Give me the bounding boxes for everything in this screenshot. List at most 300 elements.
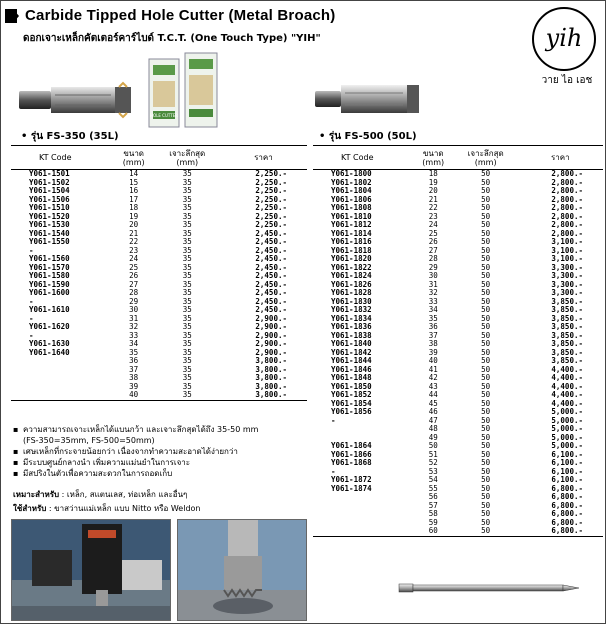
cell-price: 5,000.- bbox=[551, 432, 583, 442]
cell-depth: 50 bbox=[481, 288, 491, 297]
col-header-price: ราคา bbox=[220, 146, 307, 170]
cell-kt-code: - bbox=[331, 466, 336, 476]
cell-depth: 50 bbox=[481, 194, 491, 204]
cell-kt-code: Y061-1854 bbox=[331, 398, 372, 408]
cell-kt-code bbox=[11, 383, 113, 392]
cell-depth: 35 bbox=[182, 237, 192, 246]
cell-size: 46 bbox=[428, 407, 438, 416]
cell-depth: 50 bbox=[481, 466, 491, 476]
cell-kt-code: Y061-1866 bbox=[331, 449, 372, 459]
cell-size: 37 bbox=[428, 330, 438, 340]
feature-note: ▪ เศษเหล็กที่กระจายน้อยกว่า เนื่องจากทำความสะอาดได้ง่ายกว่า bbox=[11, 446, 307, 457]
cell-kt-code: Y061-1520 bbox=[29, 211, 70, 221]
feature-note: ▪ มีระบบศูนย์กลางนำ เพิ่มความแม่นยำในการเจาะ bbox=[11, 457, 307, 468]
cell-size: 22 bbox=[428, 203, 438, 212]
cell-price: 2,800.- bbox=[551, 228, 583, 238]
cell-size: 18 bbox=[129, 203, 139, 212]
cell-size: 42 bbox=[428, 373, 438, 382]
cell-price: 2,450.- bbox=[255, 305, 287, 314]
cell-price: 6,100.- bbox=[551, 475, 583, 484]
col-header-size: ขนาด (mm) bbox=[113, 146, 155, 170]
cell-price: 6,100.- bbox=[551, 449, 583, 459]
cell-size: 23 bbox=[428, 211, 438, 221]
feature-notes bbox=[11, 424, 307, 479]
cell-price: 3,300.- bbox=[551, 262, 583, 272]
cell-depth: 50 bbox=[481, 177, 491, 187]
cell-kt-code bbox=[11, 391, 113, 400]
cell-depth: 50 bbox=[481, 475, 491, 484]
cell-kt-code bbox=[11, 357, 113, 366]
cell-kt-code: Y061-1560 bbox=[29, 254, 70, 263]
cell-size: 29 bbox=[129, 296, 139, 306]
cell-price: 2,250.- bbox=[255, 203, 287, 212]
brand-logo-caption: วาย ไอ เอช bbox=[541, 75, 593, 86]
cell-size: 33 bbox=[428, 296, 438, 306]
cell-price: 2,250.- bbox=[255, 169, 287, 178]
cell-price: 3,850.- bbox=[551, 296, 583, 306]
cell-kt-code: Y061-1812 bbox=[331, 220, 372, 229]
right-section-label: • รุ่น FS-500 (50L) bbox=[319, 131, 417, 142]
cell-kt-code: Y061-1800 bbox=[331, 169, 372, 178]
cell-kt-code: Y061-1501 bbox=[29, 169, 70, 178]
cell-depth: 35 bbox=[182, 211, 192, 221]
cell-size: 31 bbox=[428, 279, 438, 289]
cell-price: 2,900.- bbox=[255, 339, 287, 348]
cell-price: 5,000.- bbox=[551, 424, 583, 433]
cell-size: 54 bbox=[428, 475, 438, 484]
cell-depth: 35 bbox=[182, 279, 192, 289]
cell-size: 17 bbox=[129, 194, 139, 204]
cell-size: 16 bbox=[129, 186, 139, 195]
cell-price: 4,400.- bbox=[551, 364, 583, 374]
cell-price: 3,100.- bbox=[551, 245, 583, 255]
cell-price: 2,900.- bbox=[255, 322, 287, 331]
cell-depth: 35 bbox=[182, 373, 192, 382]
cell-size: 40 bbox=[428, 356, 438, 365]
fs350-spec-table bbox=[11, 145, 307, 401]
cell-price: 2,800.- bbox=[551, 177, 583, 187]
cell-price: 3,300.- bbox=[551, 288, 583, 297]
cell-depth: 35 bbox=[182, 322, 192, 331]
cell-depth: 50 bbox=[481, 415, 491, 425]
usage-use-with-label: ใช้สำหรับ bbox=[13, 504, 47, 513]
cutter-drilling-photo bbox=[177, 519, 307, 621]
cell-kt-code: Y061-1504 bbox=[29, 186, 70, 195]
cell-size: 44 bbox=[428, 390, 438, 399]
cell-price: 2,800.- bbox=[551, 211, 583, 221]
cell-price: 3,850.- bbox=[551, 305, 583, 314]
cell-price: 6,100.- bbox=[551, 466, 583, 476]
cell-kt-code bbox=[11, 366, 113, 375]
feature-note: (FS-350=35mm, FS-500=50mm) bbox=[23, 436, 155, 445]
cell-size: 25 bbox=[129, 262, 139, 272]
cell-price: 3,800.- bbox=[255, 364, 287, 374]
cell-price: 3,800.- bbox=[255, 356, 287, 365]
cell-size: 19 bbox=[129, 211, 139, 221]
cell-price: 5,000.- bbox=[551, 415, 583, 425]
cell-price: 2,450.- bbox=[255, 237, 287, 246]
cell-price: 6,800.- bbox=[518, 527, 603, 536]
cell-size: 26 bbox=[129, 271, 139, 280]
cell-kt-code: Y061-1834 bbox=[331, 313, 372, 323]
cell-depth: 35 bbox=[182, 186, 192, 195]
cell-price: 2,250.- bbox=[255, 177, 287, 187]
cell-kt-code bbox=[313, 519, 413, 528]
cell-depth: 35 bbox=[182, 194, 192, 204]
cell-price: 3,850.- bbox=[551, 313, 583, 323]
cell-depth: 35 bbox=[182, 313, 192, 323]
cell-size: 22 bbox=[129, 237, 139, 246]
cell-price: 2,450.- bbox=[255, 262, 287, 272]
box-label-left: HOLE CUTTER bbox=[149, 113, 179, 118]
cell-size: 32 bbox=[428, 288, 438, 297]
page-title: Carbide Tipped Hole Cutter (Metal Broach) bbox=[25, 7, 336, 24]
cell-kt-code: Y061-1864 bbox=[331, 441, 372, 450]
cell-depth: 35 bbox=[182, 254, 192, 263]
usage-suitable-label: เหมาะสำหรับ bbox=[13, 490, 60, 499]
cell-kt-code: Y061-1550 bbox=[29, 237, 70, 246]
cell-kt-code: - bbox=[29, 313, 34, 323]
cell-depth: 35 bbox=[182, 381, 192, 391]
usage-suitable bbox=[13, 489, 187, 500]
cell-price: 5,000.- bbox=[551, 441, 583, 450]
cell-kt-code: Y061-1838 bbox=[331, 330, 372, 340]
cell-price: 6,800.- bbox=[551, 509, 583, 518]
cell-kt-code bbox=[313, 425, 413, 434]
cell-kt-code: Y061-1590 bbox=[29, 279, 70, 289]
cell-kt-code: Y061-1820 bbox=[331, 254, 372, 263]
cell-price: 2,250.- bbox=[255, 194, 287, 204]
arrow-marker-icon bbox=[5, 9, 17, 23]
cell-depth: 50 bbox=[481, 449, 491, 459]
cell-kt-code: Y061-1540 bbox=[29, 228, 70, 238]
cell-kt-code: Y061-1510 bbox=[29, 203, 70, 212]
cell-depth: 35 bbox=[182, 288, 192, 297]
cell-size: 21 bbox=[129, 228, 139, 238]
cell-depth: 35 bbox=[182, 296, 192, 306]
cell-price: 4,400.- bbox=[551, 390, 583, 399]
cell-size: 18 bbox=[428, 169, 438, 178]
cell-size: 29 bbox=[428, 262, 438, 272]
cell-size: 31 bbox=[129, 313, 139, 323]
cell-depth: 50 bbox=[481, 169, 491, 178]
cell-size: 43 bbox=[428, 381, 438, 391]
cell-kt-code: Y061-1816 bbox=[331, 237, 372, 246]
cell-kt-code: Y061-1600 bbox=[29, 288, 70, 297]
cell-size: 49 bbox=[428, 432, 438, 442]
cell-price: 3,800.- bbox=[220, 391, 307, 400]
cell-depth: 35 bbox=[182, 228, 192, 238]
cell-depth: 50 bbox=[481, 509, 491, 518]
cell-kt-code: Y061-1580 bbox=[29, 271, 70, 280]
cell-price: 2,450.- bbox=[255, 279, 287, 289]
cell-depth: 50 bbox=[481, 322, 491, 331]
cell-depth: 50 bbox=[481, 339, 491, 348]
cell-kt-code: Y061-1506 bbox=[29, 194, 70, 204]
col-header-size: ขนาด (mm) bbox=[413, 146, 454, 170]
cell-depth: 50 bbox=[481, 211, 491, 221]
cell-size: 50 bbox=[428, 441, 438, 450]
cell-size: 24 bbox=[428, 220, 438, 229]
cell-depth: 35 bbox=[155, 391, 220, 400]
cell-size: 48 bbox=[428, 424, 438, 433]
cell-depth: 50 bbox=[481, 441, 491, 450]
cell-depth: 50 bbox=[481, 364, 491, 374]
cell-price: 2,800.- bbox=[551, 194, 583, 204]
cell-size: 57 bbox=[428, 500, 438, 510]
cell-price: 6,800.- bbox=[551, 483, 583, 493]
cell-kt-code: Y061-1856 bbox=[331, 407, 372, 416]
cell-depth: 50 bbox=[481, 262, 491, 272]
cell-price: 6,800.- bbox=[551, 492, 583, 501]
cell-size: 45 bbox=[428, 398, 438, 408]
cell-price: 6,100.- bbox=[551, 458, 583, 467]
cell-size: 38 bbox=[129, 373, 139, 382]
cell-depth: 50 bbox=[481, 271, 491, 280]
cell-size: 60 bbox=[413, 527, 454, 536]
cell-depth: 50 bbox=[481, 407, 491, 416]
page-subtitle: ดอกเจาะเหล็กคัตเตอร์คาร์ไบด์ T.C.T. (One Touch Type) "YIH" bbox=[23, 33, 321, 44]
cell-kt-code: Y061-1802 bbox=[331, 177, 372, 187]
cell-kt-code bbox=[313, 493, 413, 502]
cell-kt-code: Y061-1828 bbox=[331, 288, 372, 297]
cell-size: 35 bbox=[428, 313, 438, 323]
cell-depth: 50 bbox=[481, 432, 491, 442]
cell-depth: 50 bbox=[481, 305, 491, 314]
cell-kt-code: - bbox=[29, 296, 34, 306]
cell-depth: 50 bbox=[481, 237, 491, 246]
cell-size: 53 bbox=[428, 466, 438, 476]
cell-size: 56 bbox=[428, 492, 438, 501]
cell-kt-code: Y061-1872 bbox=[331, 475, 372, 484]
cell-kt-code: Y061-1640 bbox=[29, 347, 70, 357]
cell-kt-code: Y061-1832 bbox=[331, 305, 372, 314]
cell-price: 2,900.- bbox=[255, 330, 287, 340]
cell-size: 21 bbox=[428, 194, 438, 204]
cell-size: 36 bbox=[428, 322, 438, 331]
cell-price: 2,800.- bbox=[551, 169, 583, 178]
cell-kt-code bbox=[313, 510, 413, 519]
cell-depth: 50 bbox=[481, 492, 491, 501]
cell-depth: 50 bbox=[481, 356, 491, 365]
cell-size: 32 bbox=[129, 322, 139, 331]
left-section-label: • รุ่น FS-350 (35L) bbox=[21, 131, 119, 142]
cell-depth: 50 bbox=[481, 313, 491, 323]
cutter-drilling-illustration bbox=[178, 520, 307, 621]
cell-size: 28 bbox=[428, 254, 438, 263]
cell-depth: 35 bbox=[182, 271, 192, 280]
cell-size: 35 bbox=[129, 347, 139, 357]
usage-suitable-text: : เหล็ก, สแตนเลส, ท่อเหล็ก และอื่นๆ bbox=[61, 490, 188, 499]
cell-kt-code bbox=[11, 374, 113, 383]
cell-size: 34 bbox=[129, 339, 139, 348]
usage-use-with-text: : ขาสว่านแม่เหล็ก แบบ Nitto หรือ Weldon bbox=[48, 504, 201, 513]
cell-price: 2,450.- bbox=[255, 271, 287, 280]
cell-price: 2,450.- bbox=[255, 254, 287, 263]
cell-size: 27 bbox=[428, 245, 438, 255]
cell-size: 36 bbox=[129, 356, 139, 365]
cell-kt-code: Y061-1808 bbox=[331, 203, 372, 212]
cell-depth: 35 bbox=[182, 364, 192, 374]
cell-price: 3,850.- bbox=[551, 356, 583, 365]
cell-kt-code: Y061-1630 bbox=[29, 339, 70, 348]
cell-depth: 50 bbox=[481, 390, 491, 399]
cell-price: 4,400.- bbox=[551, 373, 583, 382]
cell-depth: 50 bbox=[481, 296, 491, 306]
cell-kt-code: Y061-1814 bbox=[331, 228, 372, 238]
cell-size: 47 bbox=[428, 415, 438, 425]
cell-kt-code: Y061-1846 bbox=[331, 364, 372, 374]
cell-price: 3,850.- bbox=[551, 322, 583, 331]
cell-depth: 50 bbox=[481, 203, 491, 212]
cell-depth: 50 bbox=[481, 245, 491, 255]
cell-depth: 50 bbox=[481, 424, 491, 433]
cell-kt-code: Y061-1804 bbox=[331, 186, 372, 195]
cell-price: 3,850.- bbox=[551, 339, 583, 348]
cell-depth: 35 bbox=[182, 169, 192, 178]
cell-depth: 50 bbox=[481, 373, 491, 382]
cell-depth: 50 bbox=[481, 254, 491, 263]
cell-price: 2,450.- bbox=[255, 288, 287, 297]
cell-price: 6,800.- bbox=[551, 500, 583, 510]
cell-size: 34 bbox=[428, 305, 438, 314]
cell-depth: 35 bbox=[182, 177, 192, 187]
cell-price: 2,250.- bbox=[255, 186, 287, 195]
cell-size: 20 bbox=[428, 186, 438, 195]
cell-kt-code bbox=[313, 527, 413, 536]
col-header-depth: เจาะลึกสุด (mm) bbox=[454, 146, 518, 170]
hole-cutter-fs350-image bbox=[15, 81, 135, 119]
cell-depth: 50 bbox=[481, 186, 491, 195]
cell-depth: 50 bbox=[481, 220, 491, 229]
cell-size: 58 bbox=[428, 509, 438, 518]
cell-price: 2,450.- bbox=[255, 245, 287, 255]
cell-kt-code: Y061-1844 bbox=[331, 356, 372, 365]
magnetic-drill-photo bbox=[11, 519, 171, 621]
table-row bbox=[11, 391, 307, 400]
cell-price: 2,450.- bbox=[255, 228, 287, 238]
cell-price: 2,900.- bbox=[255, 347, 287, 357]
cell-depth: 50 bbox=[481, 483, 491, 493]
cell-kt-code: Y061-1620 bbox=[29, 322, 70, 331]
cell-depth: 35 bbox=[182, 330, 192, 340]
cell-kt-code: - bbox=[29, 245, 34, 255]
magnetic-drill-illustration bbox=[12, 520, 171, 621]
cell-price: 2,450.- bbox=[255, 296, 287, 306]
cell-depth: 35 bbox=[182, 262, 192, 272]
cell-depth: 50 bbox=[481, 500, 491, 510]
cell-size: 14 bbox=[129, 169, 139, 178]
cell-kt-code: - bbox=[331, 415, 336, 425]
cell-size: 23 bbox=[129, 245, 139, 255]
brand-logo-text: yih bbox=[545, 24, 583, 52]
fs500-spec-table bbox=[313, 145, 603, 537]
cell-price: 6,800.- bbox=[551, 517, 583, 527]
cell-depth: 50 bbox=[481, 228, 491, 238]
cell-size: 39 bbox=[428, 347, 438, 357]
cell-depth: 50 bbox=[481, 381, 491, 391]
cell-kt-code: Y061-1610 bbox=[29, 305, 70, 314]
cell-depth: 50 bbox=[481, 330, 491, 340]
cell-kt-code: Y061-1810 bbox=[331, 211, 372, 221]
cell-price: 2,250.- bbox=[255, 220, 287, 229]
cell-size: 59 bbox=[428, 517, 438, 527]
cell-depth: 35 bbox=[182, 339, 192, 348]
cell-kt-code: Y061-1822 bbox=[331, 262, 372, 272]
cell-kt-code: Y061-1840 bbox=[331, 339, 372, 348]
pilot-pin-image bbox=[397, 581, 582, 595]
cell-price: 2,250.- bbox=[255, 211, 287, 221]
col-header-price: ราคา bbox=[518, 146, 603, 170]
cell-depth: 50 bbox=[481, 347, 491, 357]
cell-size: 40 bbox=[113, 391, 155, 400]
cell-size: 19 bbox=[428, 177, 438, 187]
hole-cutter-fs500-image bbox=[313, 81, 423, 117]
cell-depth: 50 bbox=[481, 458, 491, 467]
cell-size: 52 bbox=[428, 458, 438, 467]
cell-kt-code bbox=[313, 502, 413, 511]
cell-kt-code: Y061-1874 bbox=[331, 483, 372, 493]
col-header-kt-code: KT Code bbox=[313, 146, 413, 170]
cell-depth: 50 bbox=[481, 398, 491, 408]
cell-price: 3,100.- bbox=[551, 254, 583, 263]
cell-kt-code: Y061-1868 bbox=[331, 458, 372, 467]
cell-kt-code: Y061-1824 bbox=[331, 271, 372, 280]
cell-kt-code: Y061-1502 bbox=[29, 177, 70, 187]
cell-size: 27 bbox=[129, 279, 139, 289]
feature-note: ▪ มีสปริงในตัวเพื่อความสะดวกในการถอดเก็บ bbox=[11, 468, 307, 479]
cell-price: 2,800.- bbox=[551, 220, 583, 229]
cell-size: 30 bbox=[129, 305, 139, 314]
brand-logo bbox=[532, 7, 596, 71]
table-row bbox=[313, 527, 603, 536]
usage-use-with bbox=[13, 503, 201, 514]
cell-size: 20 bbox=[129, 220, 139, 229]
cell-kt-code: - bbox=[29, 330, 34, 340]
cell-kt-code: Y061-1818 bbox=[331, 245, 372, 255]
cell-depth: 35 bbox=[182, 347, 192, 357]
cell-depth: 50 bbox=[481, 279, 491, 289]
cell-size: 51 bbox=[428, 449, 438, 459]
cell-depth: 35 bbox=[182, 305, 192, 314]
cell-size: 15 bbox=[129, 177, 139, 187]
cell-price: 3,300.- bbox=[551, 271, 583, 280]
cell-kt-code: Y061-1530 bbox=[29, 220, 70, 229]
cell-kt-code: Y061-1842 bbox=[331, 347, 372, 357]
cell-price: 5,000.- bbox=[551, 407, 583, 416]
cell-depth: 35 bbox=[182, 220, 192, 229]
cell-price: 3,850.- bbox=[551, 330, 583, 340]
cell-kt-code: Y061-1830 bbox=[331, 296, 372, 306]
cell-size: 37 bbox=[129, 364, 139, 374]
cell-depth: 50 bbox=[454, 527, 518, 536]
cell-depth: 35 bbox=[182, 356, 192, 365]
cell-price: 3,100.- bbox=[551, 237, 583, 246]
cell-kt-code: Y061-1852 bbox=[331, 390, 372, 399]
cell-price: 2,800.- bbox=[551, 203, 583, 212]
cell-depth: 35 bbox=[182, 203, 192, 212]
cell-depth: 35 bbox=[182, 245, 192, 255]
cell-kt-code: Y061-1836 bbox=[331, 322, 372, 331]
cell-size: 33 bbox=[129, 330, 139, 340]
cell-size: 28 bbox=[129, 288, 139, 297]
feature-note: ▪ ความสามารถเจาะเหล็กได้แบนกว้า และเจาะลึกสุดได้ถึง 35-50 mm bbox=[11, 424, 307, 435]
cell-size: 38 bbox=[428, 339, 438, 348]
cell-size: 24 bbox=[129, 254, 139, 263]
cell-price: 2,800.- bbox=[551, 186, 583, 195]
cell-size: 39 bbox=[129, 381, 139, 391]
packaged-cutters-image bbox=[143, 51, 223, 131]
